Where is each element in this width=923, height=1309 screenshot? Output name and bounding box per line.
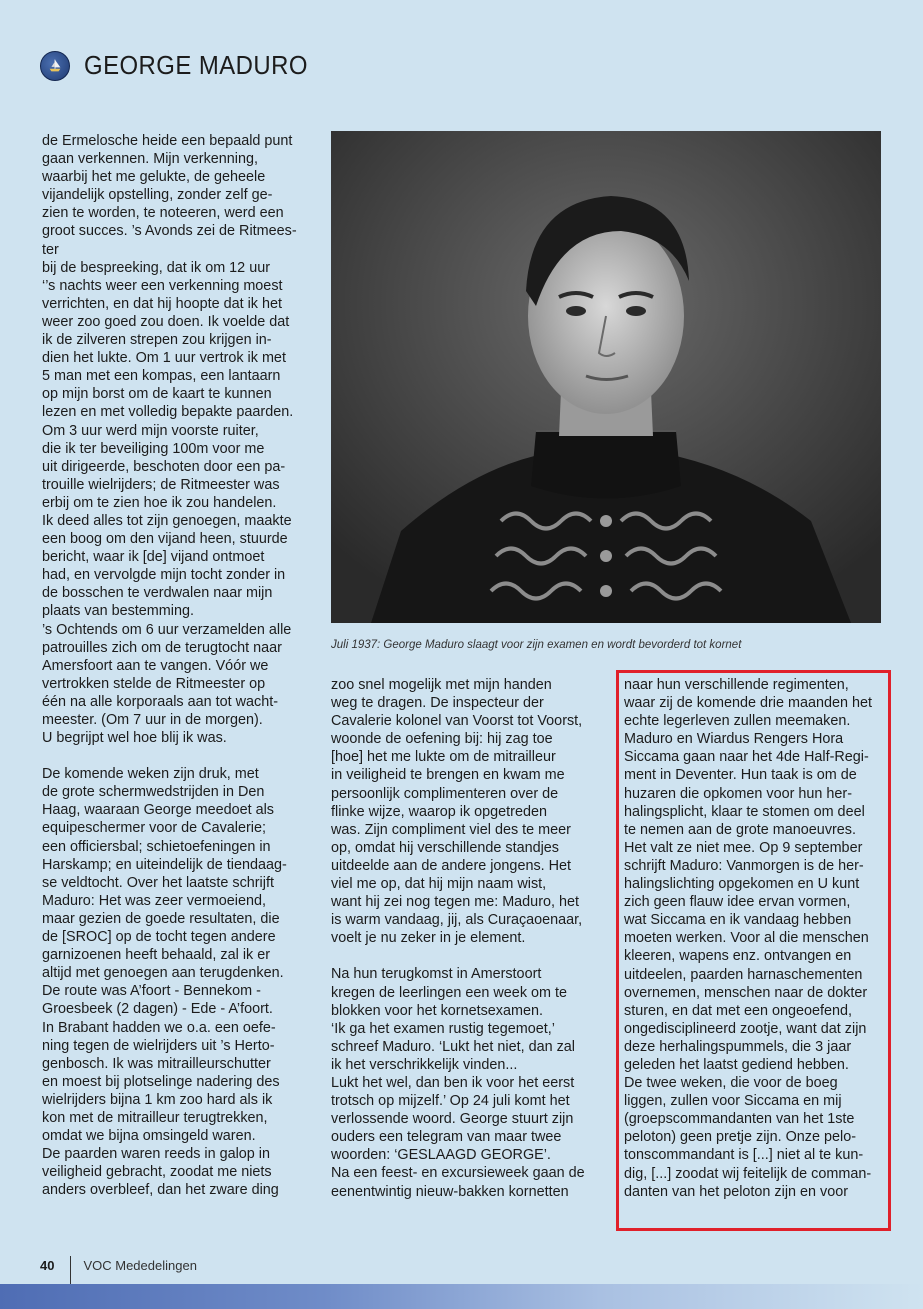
text-line: Lukt het wel, dan ben ik voor het eerst bbox=[331, 1074, 575, 1091]
text-column-2 bbox=[331, 676, 593, 1201]
text-line: maar gezien de goede resultaten, die bbox=[42, 910, 280, 927]
text-line: Na een feest- en excursieweek gaan de bbox=[331, 1165, 585, 1182]
text-line: Maduro: Het was zeer vermoeiend, bbox=[42, 892, 266, 909]
text-line: U begrijpt wel hoe blij ik was. bbox=[42, 730, 227, 747]
text-line: gaan verkennen. Mijn verkenning, bbox=[42, 151, 258, 168]
text-line: altijd met genoegen aan terugdenken. bbox=[42, 965, 284, 982]
text-line: ik de zilveren strepen zou krijgen in- bbox=[42, 332, 272, 349]
text-line: eenentwintig nieuw-bakken kornetten bbox=[331, 1183, 569, 1200]
text-line: Groesbeek (2 dagen) - Ede - A’foort. bbox=[42, 1001, 273, 1018]
text-line: vertrokken stelde de Ritmeester op bbox=[42, 675, 266, 692]
text-line: trotsch op mijzelf.’ Op 24 juli komt het bbox=[331, 1093, 570, 1110]
text-line: In Brabant hadden we o.a. een oefe- bbox=[42, 1019, 276, 1036]
text-line: Haag, waaraan George meedoet als bbox=[42, 802, 274, 819]
text-line: de [SROC] op de tocht tegen andere bbox=[42, 929, 276, 946]
text-line: Harskamp; en uiteindelijk de tiendaag- bbox=[42, 856, 287, 873]
text-line: veiligheid gebracht, zoodat me niets bbox=[42, 1164, 272, 1181]
text-line: zich geen flauw idee ervan vormen, bbox=[624, 894, 851, 911]
text-line: ik het verschrikkelijk vinden... bbox=[331, 1056, 518, 1073]
text-line: waarbij het me gelukte, de geheele bbox=[42, 169, 266, 186]
text-column-3 bbox=[624, 676, 886, 1201]
text-line: huzaren die opkomen voor hun her- bbox=[624, 785, 852, 802]
text-line: ment in Deventer. Hun taak is om de bbox=[624, 767, 857, 784]
text-line: liggen, zullen voor Siccama en mij bbox=[624, 1093, 842, 1110]
text-line: halingslichting opgekomen en U kunt bbox=[624, 876, 860, 893]
text-line: verrichten, en dat hij hoopte dat ik het bbox=[42, 295, 282, 312]
text-line: Het valt ze niet mee. Op 9 september bbox=[624, 839, 863, 856]
text-line: te nemen aan de grote manoeuvres. bbox=[624, 821, 856, 838]
footer-color-bar bbox=[0, 1284, 923, 1309]
text-line: vijandelijk opstelling, zonder zelf ge- bbox=[42, 187, 273, 204]
portrait-photo bbox=[331, 131, 881, 623]
text-line: tonscommandant is [...] niet al te kun- bbox=[624, 1147, 864, 1164]
text-line: (groepscommandanten van het 1ste bbox=[624, 1111, 855, 1128]
text-line: De route was A’foort - Bennekom - bbox=[42, 983, 261, 1000]
publication-name: VOC Mededelingen bbox=[83, 1257, 197, 1273]
text-column-1 bbox=[42, 132, 304, 1199]
text-line: schrijft Maduro: Vanmorgen is de her- bbox=[624, 857, 864, 874]
text-line: ’s Ochtends om 6 uur verzamelden alle bbox=[42, 621, 292, 638]
text-line: in veiligheid te brengen en kwam me bbox=[331, 767, 565, 784]
text-line: op mijn borst om de kaart te kunnen bbox=[42, 386, 272, 403]
page-footer bbox=[40, 1250, 197, 1280]
text-line: deze herhalingspummels, die 3 jaar bbox=[624, 1038, 852, 1055]
footer-divider bbox=[70, 1256, 71, 1286]
text-line: had, en vervolgde mijn tocht zonder in bbox=[42, 567, 286, 584]
text-line: kon met de mitrailleur terugtrekken, bbox=[42, 1109, 268, 1126]
text-line: een officiersbal; schietoefeningen in bbox=[42, 838, 271, 855]
text-line: lezen en met volledig bepakte paarden. bbox=[42, 404, 294, 421]
paragraph-gap bbox=[42, 747, 304, 765]
text-line: moeten werken. Voor al die menschen bbox=[624, 930, 869, 947]
text-line: was. Zijn compliment viel des te meer bbox=[331, 821, 571, 838]
text-line: ‘Ik ga het examen rustig tegemoet,’ bbox=[331, 1020, 555, 1037]
text-line: anders overbleef, dan het zware ding bbox=[42, 1182, 279, 1199]
text-line: overnemen, menschen naar de dokter bbox=[624, 984, 868, 1001]
text-line: ouders een telegram van maar twee bbox=[331, 1129, 562, 1146]
text-line: ongedisciplineerd zootje, want dat zijn bbox=[624, 1020, 867, 1037]
text-line: de Ermelosche heide een bepaald punt bbox=[42, 133, 293, 149]
page-header bbox=[40, 50, 327, 81]
text-line: sturen, en dat met een ongeoefend, bbox=[624, 1002, 853, 1019]
text-line: patrouilles zich om de terugtocht naar bbox=[42, 639, 282, 656]
text-line: de grote schermwedstrijden in Den bbox=[42, 784, 265, 801]
text-line: flinke wijze, waarop ik opgetreden bbox=[331, 803, 547, 820]
text-line: weer zoo goed zou doen. Ik voelde dat bbox=[42, 313, 290, 330]
text-line: ning tegen de wielrijders uit ’s Herto- bbox=[42, 1037, 275, 1054]
text-line: verlossende woord. George stuurt zijn bbox=[331, 1111, 574, 1128]
text-line: erbij om te zien hoe ik zou handelen. bbox=[42, 494, 277, 511]
text-line: uit dirigeerde, beschoten door een pa- bbox=[42, 458, 286, 475]
text-line: bericht, waar ik [de] vijand ontmoet bbox=[42, 549, 265, 566]
text-line: dig, [...] zoodat wij feitelijk de comman- bbox=[624, 1165, 872, 1182]
text-line: want hij zei nog tegen me: Maduro, het bbox=[331, 894, 579, 911]
text-line: woorden: ‘GESLAAGD GEORGE’. bbox=[331, 1147, 551, 1164]
text-line: halingsplicht, klaar te stomen om deel bbox=[624, 803, 865, 820]
text-line: plaats van bestemming. bbox=[42, 603, 194, 620]
text-line: naar hun verschillende regimenten, bbox=[624, 677, 849, 693]
text-line: [hoe] het me lukte om de mitrailleur bbox=[331, 749, 556, 766]
text-line: bij de bespreeking, dat ik om 12 uur bbox=[42, 259, 270, 276]
text-line: Ik deed alles tot zijn genoegen, maakte bbox=[42, 512, 292, 529]
text-line: genbosch. Ik was mitrailleurschutter bbox=[42, 1055, 271, 1072]
text-line: De komende weken zijn druk, met bbox=[42, 766, 259, 783]
text-line: zien te worden, te noteeren, werd een bbox=[42, 205, 284, 222]
text-line: groot succes. ’s Avonds zei de Ritmees-ter bbox=[42, 223, 297, 258]
text-line: op, omdat hij verschillende standjes bbox=[331, 839, 559, 856]
text-line: wielrijders bijna 1 km zoo hard als ik bbox=[42, 1091, 273, 1108]
text-line: voelt je nu zeker in je element. bbox=[331, 930, 526, 947]
text-line: echte legerleven zullen meemaken. bbox=[624, 713, 851, 730]
paragraph-gap bbox=[331, 947, 593, 965]
text-line: danten van het peloton zijn en voor bbox=[624, 1183, 849, 1200]
text-line: trouille wielrijders; de Ritmeester was bbox=[42, 476, 280, 493]
text-line: zoo snel mogelijk met mijn handen bbox=[331, 677, 552, 693]
text-line: uitdeelde aan de andere jongens. Het bbox=[331, 857, 572, 874]
page-number: 40 bbox=[40, 1257, 55, 1273]
text-line: kleeren, wapens enz. ontvangen en bbox=[624, 948, 852, 965]
text-line: is warm vandaag, jij, als Curaçaoenaar, bbox=[331, 912, 583, 929]
text-line: blokken voor het kornetsexamen. bbox=[331, 1002, 543, 1019]
text-line: garnizoenen heeft behaald, zal ik er bbox=[42, 947, 271, 964]
text-line: equipeschermer voor de Cavalerie; bbox=[42, 820, 266, 837]
text-line: 5 man met een kompas, een lantaarn bbox=[42, 368, 281, 385]
voc-emblem-icon bbox=[40, 51, 70, 81]
text-line: de bosschen te verdwalen naar mijn bbox=[42, 585, 273, 602]
text-line: Na hun terugkomst in Amerstoort bbox=[331, 966, 542, 983]
text-line: viel me op, dat hij mijn naam wist, bbox=[331, 876, 547, 893]
text-line: uitdeelen, paarden harnaschementen bbox=[624, 966, 863, 983]
text-line: Maduro en Wiardus Rengers Hora bbox=[624, 731, 844, 748]
text-line: peloton) geen pretje zijn. Onze pelo- bbox=[624, 1129, 856, 1146]
text-line: De paarden waren reeds in galop in bbox=[42, 1146, 271, 1163]
text-line: omdat we bijna omsingeld waren. bbox=[42, 1128, 256, 1145]
text-line: geleden het laatst gediend hebben. bbox=[624, 1056, 849, 1073]
text-line: waar zij de komende drie maanden het bbox=[624, 695, 872, 712]
text-line: een boog om den vijand heen, stuurde bbox=[42, 531, 288, 548]
page-title: GEORGE MADURO bbox=[84, 50, 308, 80]
text-line: één na alle korporaals aan tot wacht- bbox=[42, 693, 278, 710]
text-line: Cavalerie kolonel van Voorst tot Voorst, bbox=[331, 713, 583, 730]
text-line: meester. (Om 7 uur in de morgen). bbox=[42, 712, 263, 728]
text-line: en moest bij plotselinge nadering des bbox=[42, 1073, 280, 1090]
text-line: De twee weken, die voor de boeg bbox=[624, 1075, 838, 1092]
text-line: Om 3 uur werd mijn voorste ruiter, bbox=[42, 422, 259, 439]
text-line: die ik ter beveiliging 100m voor me bbox=[42, 440, 265, 457]
text-line: schreef Maduro. ‘Lukt het niet, dan zal bbox=[331, 1038, 575, 1055]
text-line: se veldtocht. Over het laatste schrijft bbox=[42, 874, 274, 891]
text-line: woonde de oefening bij: hij zag toe bbox=[331, 731, 553, 748]
text-line: persoonlijk complimenteren over de bbox=[331, 785, 559, 802]
text-line: Amersfoort aan te vangen. Vóór we bbox=[42, 657, 269, 674]
text-line: ‘’s nachts weer een verkenning moest bbox=[42, 277, 283, 294]
text-line: weg te dragen. De inspecteur der bbox=[331, 695, 544, 712]
text-line: dien het lukte. Om 1 uur vertrok ik met bbox=[42, 350, 286, 367]
photo-caption: Juli 1937: George Maduro slaagt voor zijn examen en wordt bevorderd tot kornet bbox=[331, 639, 742, 651]
text-line: kregen de leerlingen een week om te bbox=[331, 984, 567, 1001]
text-line: wat Siccama en ik vandaag hebben bbox=[624, 912, 852, 929]
text-line: Siccama gaan naar het 4de Half-Regi- bbox=[624, 749, 869, 766]
